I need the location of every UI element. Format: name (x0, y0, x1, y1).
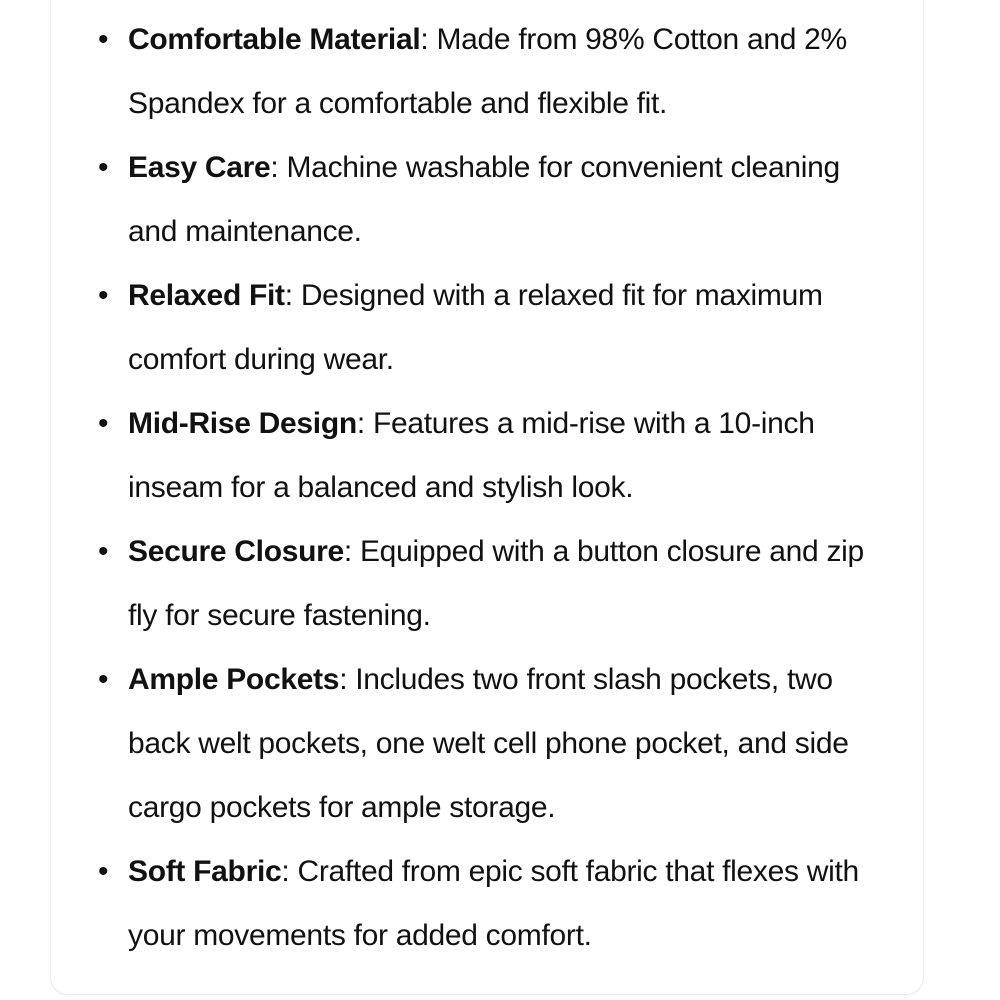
bullet-icon: • (98, 407, 109, 440)
feature-item (96, 264, 886, 392)
feature-item (96, 392, 886, 520)
bullet-icon: • (98, 279, 109, 312)
feature-title: Comfortable Material (128, 23, 421, 56)
feature-title: Soft Fabric (128, 855, 282, 888)
feature-title: Ample Pockets (128, 663, 340, 696)
feature-title: Mid-Rise Design (128, 407, 357, 440)
feature-item (96, 136, 886, 264)
feature-list (96, 8, 886, 968)
feature-text: : Designed with a relaxed fit for maximum comfort during wear. (128, 279, 823, 376)
bullet-icon: • (98, 23, 109, 56)
bullet-icon: • (98, 151, 109, 184)
feature-item (96, 520, 886, 648)
feature-title: Relaxed Fit (128, 279, 285, 312)
feature-item (96, 648, 886, 840)
feature-item (96, 840, 886, 968)
feature-title: Secure Closure (128, 535, 344, 568)
feature-text: : Features a mid-rise with a 10-inch inseam for a balanced and stylish look. (128, 407, 815, 504)
feature-text: : Equipped with a button closure and zip fly for secure fastening. (128, 535, 864, 632)
feature-text: : Includes two front slash pockets, two back welt pockets, one welt cell phone pocket, and side cargo pockets for ample storage. (128, 663, 849, 824)
feature-text: : Made from 98% Cotton and 2% Spandex for a comfortable and flexible fit. (128, 23, 847, 120)
feature-title: Easy Care (128, 151, 271, 184)
feature-item (96, 8, 886, 136)
bullet-icon: • (98, 855, 109, 888)
bullet-icon: • (98, 535, 109, 568)
bullet-icon: • (98, 663, 109, 696)
feature-text: : Crafted from epic soft fabric that flexes with your movements for added comfort. (128, 855, 859, 952)
feature-text: : Machine washable for convenient cleaning and maintenance. (128, 151, 840, 248)
